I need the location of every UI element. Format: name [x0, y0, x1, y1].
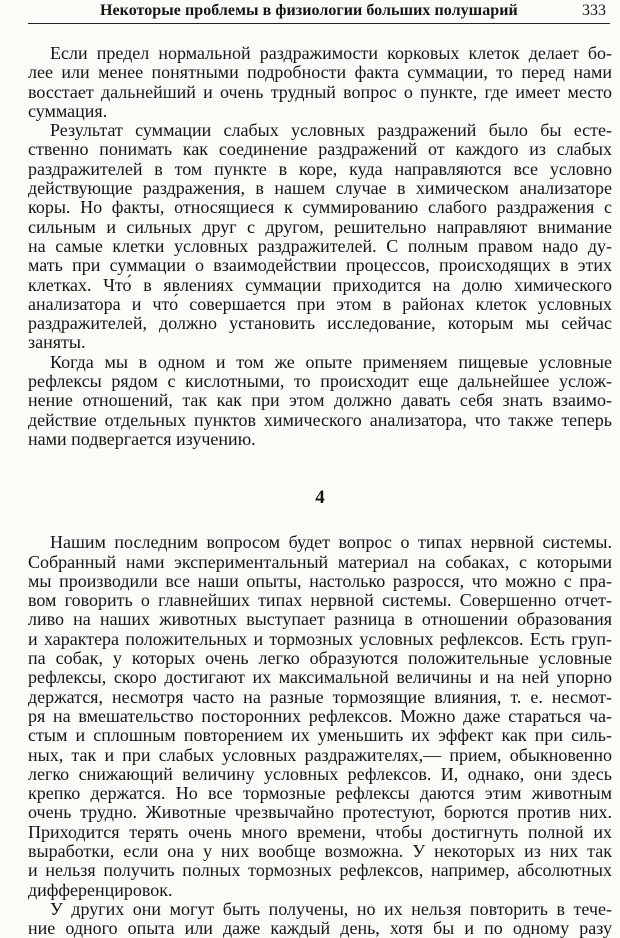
- text-line: ливо на наших животных выступает разница в отношении образования: [28, 609, 612, 630]
- text-line: раздражителей, должно установить исследование, которым мы сейчас: [28, 313, 612, 334]
- page-number: 333: [582, 2, 606, 19]
- text-line: крепко держатся. Но все тормозные рефлексы даются этим животным: [28, 783, 612, 804]
- text-line: сильным и сильных друг с другом, решительно направляют внимание: [28, 216, 612, 237]
- text-line: рефлексы, скоро достигают их максимальной величины и на ней упорно: [28, 667, 612, 688]
- text-line: Результат суммации слабых условных раздражений было бы есте-: [50, 120, 612, 141]
- text-line: Нашим последним вопросом будет вопрос о типах нервной системы.: [50, 532, 612, 553]
- text-line: ря на вмешательство посторонних рефлексов. Можно даже стараться ча-: [28, 705, 612, 726]
- text-line: Если предел нормальной раздражимости корковых клеток делает бо-: [50, 43, 612, 63]
- text-line: суммация.: [28, 100, 108, 121]
- text-line: ственно понимать как соединение раздражений от каждого из слабых: [28, 139, 612, 160]
- text-line: па собак, у которых очень легко образуются положительные условные: [28, 648, 612, 669]
- text-line: и нельзя получить полных тормозных рефлексов, например, абсолютных: [28, 860, 612, 881]
- text-line: Собранный нами экспериментальный материал на собаках, с которыми: [28, 551, 612, 572]
- text-line: заняты.: [28, 332, 86, 353]
- text-line: лее или менее понятными подробности факта суммации, то перед нами: [28, 62, 612, 83]
- running-head-title: Некоторые проблемы в физиологии больших полушарий: [100, 2, 518, 19]
- text-line: на самые клетки условных раздражителей. С полным правом надо ду-: [28, 235, 612, 256]
- text-block-2: [28, 533, 612, 938]
- text-line: мы производили все наши опыты, настолько разросся, что можно с пра-: [28, 570, 612, 591]
- text-line: и характера положительных и тормозных условных рефлексов. Есть груп-: [28, 628, 612, 649]
- text-line: Когда мы в одном и том же опыте применяем пищевые условные: [50, 351, 612, 372]
- text-line: вом говорить о главнейших типах нервной системы. Совершенно отчет-: [28, 590, 612, 611]
- text-line: дифференцировок.: [28, 879, 173, 900]
- text-line: мать при суммации о взаимодействии процессов, происходящих в этих: [28, 255, 612, 276]
- text-line: клетках. Что́ в явлениях суммации приходится на долю химического: [28, 274, 612, 295]
- text-line: ние одного опыта или даже каждый день, хотя бы и по одному разу: [28, 918, 612, 938]
- text-line: стым и сплошным повторением их уменьшить их эффект как при силь-: [28, 725, 612, 746]
- text-line: Приходится терять очень много времени, чтобы достигнуть полной их: [28, 821, 612, 842]
- section-number: 4: [315, 487, 325, 509]
- text-line: действующие раздражения, в нашем случае в химическом анализаторе: [28, 178, 612, 199]
- text-line: раздражителей в том пункте в коре, куда направляются все условно: [28, 158, 612, 179]
- text-line: коры. Но факты, относящиеся к суммированию слабого раздражения с: [28, 197, 612, 218]
- text-line: выработки, если она у них вообще возможна. У некоторых из них так: [28, 840, 612, 861]
- text-line: восстает дальнейший и очень трудный вопрос о пункте, где имеет место: [28, 81, 612, 102]
- text-line: анализатора и что́ совершается при этом в районах клеток условных: [28, 293, 612, 314]
- text-line: очень трудно. Животные чрезвычайно протестуют, борются против них.: [28, 802, 612, 823]
- text-line: легко снижающий величину условных рефлексов. И, однако, они здесь: [28, 763, 612, 784]
- text-line: нение отношений, так как при этом должно давать себя знать взаимо-: [28, 390, 612, 411]
- text-line: рефлексы рядом с кислотными, то происходит еще дальнейшее услож-: [28, 371, 612, 392]
- text-line: нами подвергается изучению.: [28, 428, 256, 449]
- text-line: держатся, несмотря часто на разные тормозящие влияния, т. е. несмот-: [28, 686, 612, 707]
- text-block-1: [28, 44, 612, 449]
- text-line: действие отдельных пунктов химического анализатора, что также теперь: [28, 409, 612, 430]
- text-line: У других они могут быть получены, но их нельзя повторить в тече-: [50, 898, 612, 919]
- running-head: [28, 0, 610, 24]
- text-line: ных, так и при слабых условных раздражителях,— прием, обыкновенно: [28, 744, 612, 765]
